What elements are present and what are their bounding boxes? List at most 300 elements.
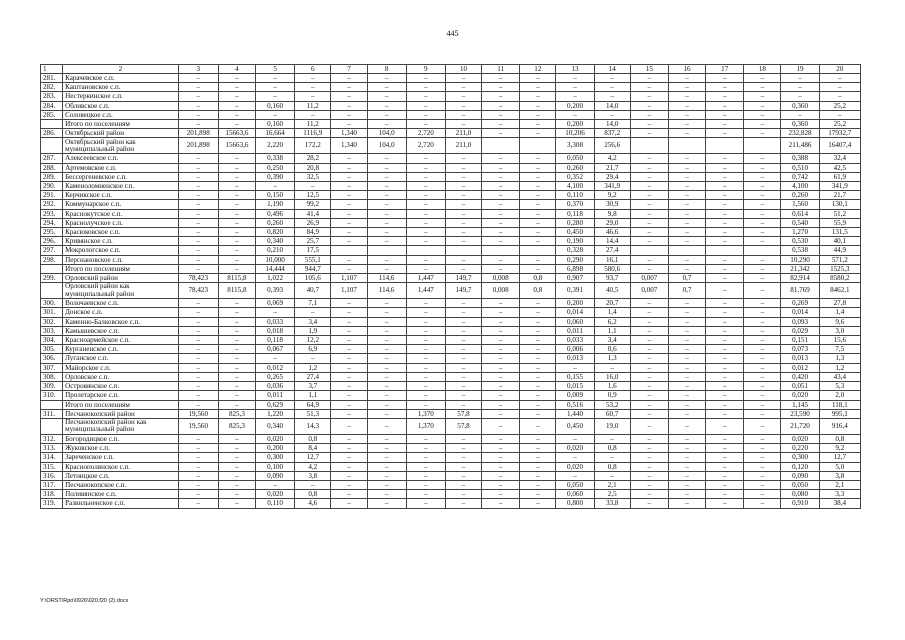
value-cell: – [706, 434, 744, 443]
row-number-cell: 295. [41, 228, 63, 237]
value-cell: – [331, 499, 367, 508]
municipality-name-cell: Коммунарское с.п. [63, 200, 179, 209]
municipality-name-cell: Октябрьский район как муниципальный район [63, 138, 179, 154]
table-row [41, 101, 861, 110]
row-number-cell: 287. [41, 154, 63, 163]
value-cell: – [706, 490, 744, 499]
value-cell: – [178, 434, 218, 443]
value-cell: – [178, 499, 218, 508]
value-cell: – [367, 400, 406, 409]
value-cell: – [668, 182, 705, 191]
value-cell: 0,118 [556, 209, 594, 218]
value-cell: – [331, 391, 367, 400]
value-cell: – [367, 308, 406, 317]
value-cell: – [520, 228, 556, 237]
value-cell: – [520, 418, 556, 434]
value-cell: – [406, 372, 445, 381]
value-cell: 20,8 [295, 163, 331, 172]
value-cell: 15,6 [819, 336, 860, 345]
value-cell: – [744, 120, 781, 129]
value-cell: – [406, 471, 445, 480]
value-cell: – [630, 255, 668, 264]
value-cell: 78,423 [178, 274, 218, 283]
value-cell: – [295, 480, 331, 489]
value-cell: – [520, 400, 556, 409]
value-cell: 211,0 [445, 129, 481, 138]
value-cell: – [482, 308, 520, 317]
value-cell: – [520, 480, 556, 489]
value-cell: – [668, 382, 705, 391]
value-cell: – [256, 110, 295, 119]
municipality-name-cell: Персиановское с.п. [63, 255, 179, 264]
municipality-name-cell: Развильненское с.п. [63, 499, 179, 508]
value-cell: – [520, 237, 556, 246]
value-cell: 0,050 [556, 480, 594, 489]
value-cell [668, 138, 705, 154]
value-cell: – [706, 308, 744, 317]
value-cell: – [178, 101, 218, 110]
value-cell: 99,2 [295, 200, 331, 209]
value-cell: 118,1 [819, 400, 860, 409]
value-cell: – [744, 372, 781, 381]
value-cell: – [218, 74, 255, 83]
value-cell: 8115,8 [218, 283, 255, 299]
value-cell: – [178, 92, 218, 101]
value-cell: – [482, 200, 520, 209]
value-cell: 14,4 [594, 237, 630, 246]
value-cell: – [178, 400, 218, 409]
value-cell: 1,2 [819, 363, 860, 372]
value-cell: – [744, 74, 781, 83]
value-cell: – [668, 444, 705, 453]
value-cell: 1,1 [594, 326, 630, 335]
table-row [41, 200, 861, 209]
value-cell: – [520, 453, 556, 462]
value-cell [406, 246, 445, 255]
value-cell: – [218, 110, 255, 119]
value-cell: 341,9 [594, 182, 630, 191]
municipality-name-cell: Островянское с.п. [63, 382, 179, 391]
value-cell: – [218, 246, 255, 255]
value-cell: – [706, 317, 744, 326]
value-cell: 2,720 [406, 129, 445, 138]
value-cell: – [482, 237, 520, 246]
value-cell: – [331, 480, 367, 489]
value-cell: – [706, 120, 744, 129]
value-cell: – [367, 354, 406, 363]
value-cell: – [445, 101, 481, 110]
table-row [41, 209, 861, 218]
value-cell: 40,1 [819, 237, 860, 246]
value-cell: – [218, 101, 255, 110]
value-cell: – [520, 101, 556, 110]
value-cell: – [445, 83, 481, 92]
value-cell: 3,4 [295, 317, 331, 326]
table-row [41, 138, 861, 154]
value-cell: 32,5 [295, 172, 331, 181]
table-row [41, 462, 861, 471]
value-cell: – [367, 92, 406, 101]
value-cell: – [445, 490, 481, 499]
value-cell: – [406, 255, 445, 264]
value-cell: – [556, 434, 594, 443]
value-cell: 104,0 [367, 129, 406, 138]
value-cell: – [178, 191, 218, 200]
municipality-name-cell: Волочаевское с.п. [63, 299, 179, 308]
value-cell: 1,1 [295, 391, 331, 400]
value-cell: – [256, 182, 295, 191]
column-number-cell: 17 [706, 65, 744, 74]
value-cell: – [482, 382, 520, 391]
value-cell: – [406, 200, 445, 209]
municipality-name-cell: Краснолучское с.п. [63, 218, 179, 227]
value-cell: – [668, 163, 705, 172]
value-cell: – [482, 372, 520, 381]
value-cell: – [630, 129, 668, 138]
value-cell: 10,206 [556, 129, 594, 138]
value-cell: 3,4 [594, 336, 630, 345]
value-cell: – [178, 246, 218, 255]
value-cell: – [744, 345, 781, 354]
value-cell: 0,290 [556, 255, 594, 264]
value-cell: – [406, 74, 445, 83]
value-cell: – [445, 308, 481, 317]
column-number-cell: 3 [178, 65, 218, 74]
value-cell: – [331, 264, 367, 273]
value-cell: – [630, 372, 668, 381]
value-cell: – [706, 471, 744, 480]
value-cell: 0,538 [781, 246, 819, 255]
table-row [41, 92, 861, 101]
value-cell: – [331, 163, 367, 172]
value-cell: – [744, 462, 781, 471]
value-cell: – [295, 92, 331, 101]
value-cell: – [406, 308, 445, 317]
value-cell: – [218, 255, 255, 264]
value-cell: – [630, 354, 668, 363]
value-cell: 19,0 [594, 418, 630, 434]
file-path-footer: Y:\ORST\Rpo\0926\020.f20 (2).docx [40, 598, 129, 604]
value-cell: – [256, 308, 295, 317]
value-cell: – [367, 209, 406, 218]
value-cell: 1,270 [781, 228, 819, 237]
value-cell: – [706, 274, 744, 283]
row-number-cell: 312. [41, 434, 63, 443]
value-cell: – [744, 172, 781, 181]
value-cell: 0,742 [781, 172, 819, 181]
value-cell: – [218, 345, 255, 354]
value-cell: – [367, 345, 406, 354]
row-number-cell: 293. [41, 209, 63, 218]
value-cell: – [367, 83, 406, 92]
value-cell: 19,560 [178, 409, 218, 418]
value-cell: 41,4 [295, 209, 331, 218]
value-cell: – [744, 418, 781, 434]
value-cell: 0,8 [520, 274, 556, 283]
value-cell: – [218, 237, 255, 246]
value-cell: 17,5 [295, 246, 331, 255]
table-row [41, 418, 861, 434]
value-cell: – [520, 471, 556, 480]
column-number-cell: 1 [41, 65, 63, 74]
value-cell: – [367, 228, 406, 237]
value-cell: – [594, 110, 630, 119]
value-cell: 33,8 [594, 499, 630, 508]
value-cell: – [445, 163, 481, 172]
value-cell: – [668, 74, 705, 83]
value-cell: 0,7 [668, 283, 705, 299]
value-cell: 0,360 [781, 120, 819, 129]
value-cell: – [178, 336, 218, 345]
value-cell: – [367, 154, 406, 163]
value-cell: – [630, 228, 668, 237]
municipality-name-cell: Зареченское с.п. [63, 453, 179, 462]
value-cell: – [482, 228, 520, 237]
value-cell: – [520, 74, 556, 83]
value-cell: – [178, 490, 218, 499]
row-number-cell: 292. [41, 200, 63, 209]
value-cell: – [668, 255, 705, 264]
value-cell: – [218, 462, 255, 471]
value-cell: – [744, 317, 781, 326]
value-cell: 201,898 [178, 129, 218, 138]
value-cell: – [482, 129, 520, 138]
value-cell: 0,020 [256, 434, 295, 443]
value-cell: – [482, 345, 520, 354]
value-cell: – [520, 129, 556, 138]
value-cell: – [178, 264, 218, 273]
value-cell: – [178, 471, 218, 480]
value-cell: – [706, 382, 744, 391]
municipality-name-cell: Краснополянское с.п. [63, 462, 179, 471]
value-cell: 6,9 [295, 345, 331, 354]
value-cell: – [520, 391, 556, 400]
table-row [41, 74, 861, 83]
value-cell: – [406, 83, 445, 92]
value-cell: – [406, 110, 445, 119]
value-cell: – [367, 255, 406, 264]
value-cell: – [482, 471, 520, 480]
value-cell: – [178, 163, 218, 172]
value-cell: – [668, 372, 705, 381]
value-cell: 27,4 [295, 372, 331, 381]
value-cell: – [744, 228, 781, 237]
value-cell: 114,6 [367, 283, 406, 299]
value-cell: – [178, 326, 218, 335]
value-cell: – [706, 480, 744, 489]
value-cell: 29,4 [594, 172, 630, 181]
value-cell: 8580,2 [819, 274, 860, 283]
value-cell: 0,629 [256, 400, 295, 409]
value-cell: 0,260 [256, 218, 295, 227]
value-cell: – [445, 154, 481, 163]
value-cell: – [706, 228, 744, 237]
value-cell: – [594, 434, 630, 443]
value-cell: 11,2 [295, 101, 331, 110]
value-cell: 0,014 [556, 308, 594, 317]
value-cell: – [630, 209, 668, 218]
value-cell: 4,2 [594, 154, 630, 163]
value-cell: – [178, 453, 218, 462]
value-cell: – [331, 237, 367, 246]
value-cell: 0,370 [556, 200, 594, 209]
value-cell: 6,2 [594, 317, 630, 326]
value-cell: – [668, 120, 705, 129]
column-number-cell: 11 [482, 65, 520, 74]
value-cell: – [781, 110, 819, 119]
page-number: 445 [446, 29, 459, 38]
row-number-cell: 297. [41, 246, 63, 255]
value-cell: – [668, 471, 705, 480]
row-number-cell: 309. [41, 382, 63, 391]
row-number-cell: 291. [41, 191, 63, 200]
column-number-cell: 20 [819, 65, 860, 74]
municipality-name-cell: Итого по поселениям [63, 400, 179, 409]
table-row [41, 110, 861, 119]
value-cell: 0,200 [256, 444, 295, 453]
row-number-cell: 311. [41, 409, 63, 418]
value-cell: – [367, 163, 406, 172]
value-cell: – [445, 372, 481, 381]
value-cell: – [482, 418, 520, 434]
value-cell: – [445, 363, 481, 372]
value-cell: 2,5 [594, 490, 630, 499]
value-cell: 232,828 [781, 129, 819, 138]
value-cell: 341,9 [819, 182, 860, 191]
value-cell: – [406, 317, 445, 326]
value-cell: 64,9 [295, 400, 331, 409]
municipality-name-cell: Камышевское с.п. [63, 326, 179, 335]
value-cell: – [630, 264, 668, 273]
value-cell: – [178, 110, 218, 119]
value-cell: 256,6 [594, 138, 630, 154]
value-cell: – [520, 209, 556, 218]
value-cell: – [668, 490, 705, 499]
value-cell: 0,265 [256, 372, 295, 381]
value-cell: – [630, 336, 668, 345]
table-row [41, 255, 861, 264]
value-cell: – [744, 218, 781, 227]
value-cell: – [744, 191, 781, 200]
value-cell: – [744, 92, 781, 101]
value-cell: 105,6 [295, 274, 331, 283]
value-cell [482, 138, 520, 154]
value-cell: – [744, 299, 781, 308]
table-row [41, 434, 861, 443]
value-cell: – [331, 490, 367, 499]
value-cell: – [744, 182, 781, 191]
value-cell: – [668, 400, 705, 409]
value-cell: 14,3 [295, 418, 331, 434]
value-cell: – [706, 336, 744, 345]
value-cell: – [367, 336, 406, 345]
value-cell: – [445, 400, 481, 409]
municipality-name-cell: Алексеевское с.п. [63, 154, 179, 163]
value-cell: 9,6 [819, 317, 860, 326]
value-cell: – [406, 209, 445, 218]
value-cell: 0,516 [556, 400, 594, 409]
value-cell: – [706, 391, 744, 400]
value-cell: – [706, 92, 744, 101]
value-cell: – [218, 400, 255, 409]
value-cell: – [520, 444, 556, 453]
value-cell: 0,007 [630, 283, 668, 299]
value-cell: 0,269 [781, 299, 819, 308]
value-cell: – [178, 83, 218, 92]
value-cell: – [406, 354, 445, 363]
table-row [41, 336, 861, 345]
value-cell: – [520, 336, 556, 345]
value-cell: 944,7 [295, 264, 331, 273]
value-cell: – [367, 453, 406, 462]
row-number-cell: 301. [41, 308, 63, 317]
value-cell: 1,220 [256, 409, 295, 418]
value-cell: 0,069 [256, 299, 295, 308]
value-cell: – [482, 299, 520, 308]
value-cell [744, 246, 781, 255]
value-cell: – [367, 299, 406, 308]
value-cell: – [178, 444, 218, 453]
value-cell: – [744, 200, 781, 209]
value-cell: 1,340 [331, 138, 367, 154]
value-cell: – [819, 83, 860, 92]
value-cell: – [367, 499, 406, 508]
value-cell: 9,2 [594, 191, 630, 200]
value-cell: – [331, 255, 367, 264]
value-cell: – [406, 326, 445, 335]
value-cell: – [520, 255, 556, 264]
value-cell: – [781, 83, 819, 92]
value-cell: – [706, 345, 744, 354]
value-cell: – [482, 490, 520, 499]
value-cell: – [218, 92, 255, 101]
table-row [41, 453, 861, 462]
value-cell: – [482, 209, 520, 218]
table-row [41, 382, 861, 391]
value-cell: – [406, 434, 445, 443]
row-number-cell: 290. [41, 182, 63, 191]
value-cell: – [406, 264, 445, 273]
municipality-name-cell: Красноармейское с.п. [63, 336, 179, 345]
table-row [41, 372, 861, 381]
value-cell: – [706, 154, 744, 163]
value-cell: – [520, 172, 556, 181]
value-cell: – [482, 499, 520, 508]
municipality-name-cell: Октябрьский район [63, 129, 179, 138]
value-cell: – [218, 209, 255, 218]
value-cell: – [178, 345, 218, 354]
value-cell: 15663,6 [218, 129, 255, 138]
value-cell: 0,530 [781, 237, 819, 246]
value-cell: – [819, 92, 860, 101]
value-cell: – [406, 462, 445, 471]
value-cell: – [367, 444, 406, 453]
value-cell: 57,8 [445, 409, 481, 418]
municipality-name-cell: Жуковское с.п. [63, 444, 179, 453]
value-cell: 1,2 [295, 363, 331, 372]
municipality-name-cell: Нестеркинское с.п. [63, 92, 179, 101]
value-cell: 0,496 [256, 209, 295, 218]
value-cell: 40,5 [594, 283, 630, 299]
value-cell: – [178, 299, 218, 308]
value-cell: – [218, 317, 255, 326]
value-cell: 0,250 [256, 163, 295, 172]
value-cell: – [706, 363, 744, 372]
value-cell: – [630, 453, 668, 462]
row-number-cell: 283. [41, 92, 63, 101]
value-cell: – [630, 83, 668, 92]
value-cell: – [630, 326, 668, 335]
